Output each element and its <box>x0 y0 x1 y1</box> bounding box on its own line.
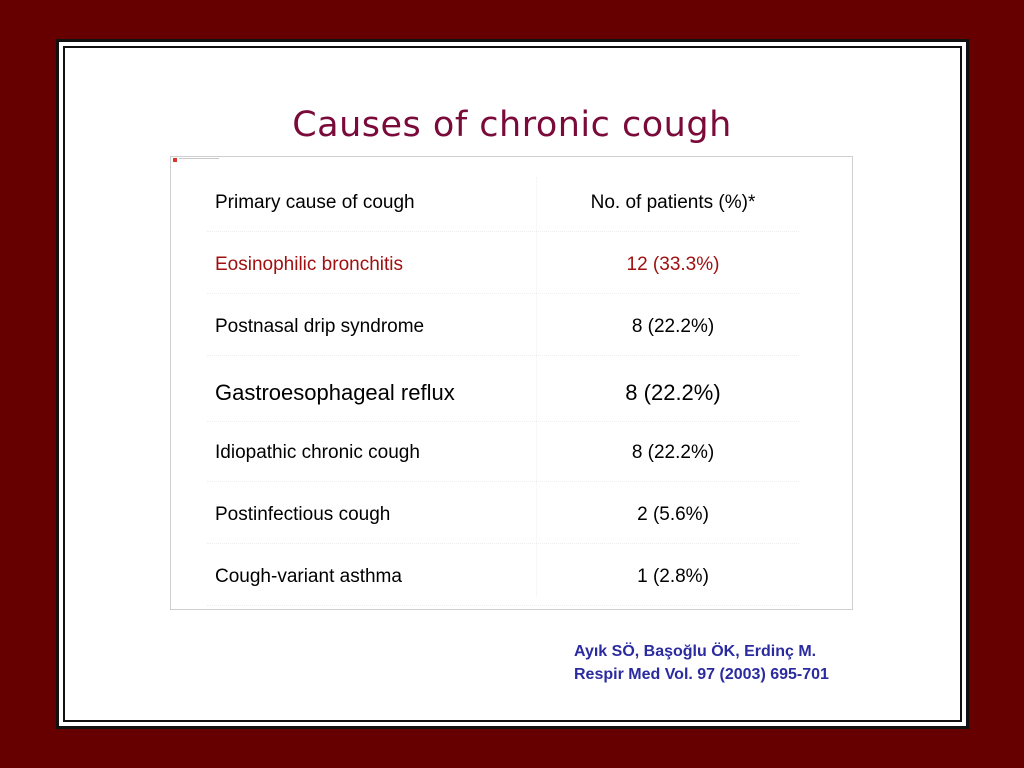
row-count: 8 (22.2%) <box>631 442 715 463</box>
row-count: 1 (2.8%) <box>637 566 709 587</box>
citation-journal: Respir Med Vol. 97 (2003) 695-701 <box>574 666 829 683</box>
table-row <box>207 425 799 482</box>
row-cause: Cough-variant asthma <box>215 566 402 587</box>
table-header-row <box>207 175 799 232</box>
embedded-object-caption-line <box>179 158 219 162</box>
row-cause: Postinfectious cough <box>215 504 391 525</box>
row-cause: Eosinophilic bronchitis <box>215 254 403 275</box>
row-count: 8 (22.2%) <box>631 316 715 337</box>
citation <box>574 640 829 686</box>
row-count: 12 (33.3%) <box>626 254 720 275</box>
table-row <box>207 237 799 294</box>
table-row <box>207 549 799 606</box>
row-cause: Postnasal drip syndrome <box>215 316 425 337</box>
embedded-object-icon <box>173 158 177 162</box>
table-row <box>207 487 799 544</box>
slide-title: Causes of chronic cough <box>292 105 732 145</box>
row-count: 2 (5.6%) <box>637 504 709 525</box>
table-row <box>207 299 799 356</box>
causes-table <box>170 156 853 610</box>
header-count: No. of patients (%)* <box>590 192 756 213</box>
table-row <box>207 365 799 422</box>
row-count: 8 (22.2%) <box>625 380 721 405</box>
citation-authors: Ayık SÖ, Başoğlu ÖK, Erdinç M. <box>574 643 817 660</box>
row-cause: Gastroesophageal reflux <box>215 380 455 405</box>
row-cause: Idiopathic chronic cough <box>215 442 420 463</box>
header-cause: Primary cause of cough <box>215 192 415 213</box>
